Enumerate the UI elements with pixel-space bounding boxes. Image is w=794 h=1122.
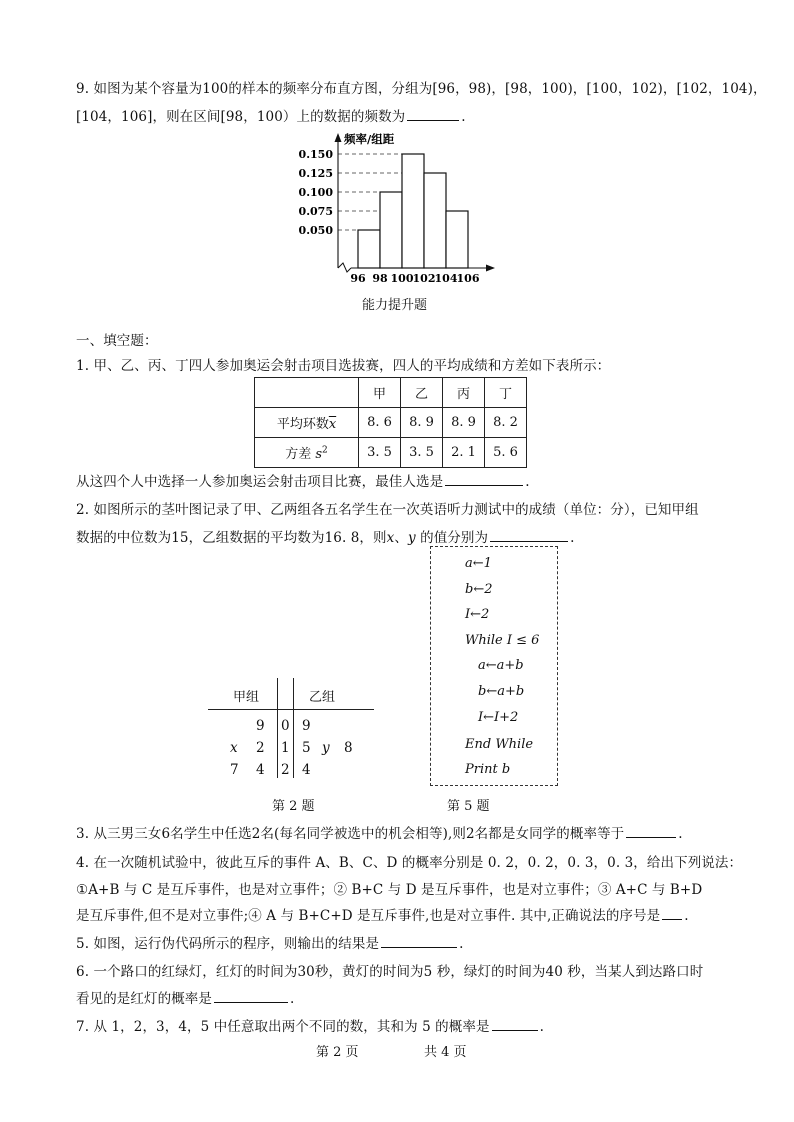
q5-answer-blank[interactable] (381, 933, 457, 948)
y-tick-label: 0.125 (298, 167, 333, 180)
header-jia: 甲 (359, 378, 401, 408)
histogram-bar (380, 192, 402, 268)
code-line: While I ≤ 6 (465, 633, 540, 648)
leaf: 4 (256, 762, 265, 778)
stem: 2 (281, 762, 290, 778)
q3-answer-blank[interactable] (626, 823, 676, 838)
q7-post: . (539, 1019, 544, 1035)
table-cell: 3. 5 (359, 438, 401, 468)
leaf: 7 (230, 762, 239, 778)
code-caption: 第 5 题 (447, 799, 490, 814)
y-tick-label: 0.050 (298, 224, 333, 237)
histogram-ylabel: 频率/组距 (344, 132, 395, 146)
code-line: I←2 (465, 607, 490, 622)
q7-line (76, 1015, 544, 1035)
q4-line2: ①A+B 与 C 是互斥事件，也是对立事件；② B+C 与 D 是互斥事件，也是对立事件；③ A+C 与 B+D (76, 882, 703, 898)
q9-line2-post: . (461, 109, 466, 125)
q7-text: 7. 从 1，2，3，4，5 中任意取出两个不同的数，其和为 5 的概率是 (76, 1019, 490, 1035)
code-line: Print b (465, 762, 511, 777)
table-cell: 8. 9 (401, 408, 443, 438)
table-row (255, 408, 527, 438)
q2-var-x: x (386, 530, 395, 546)
table-cell: 2. 1 (443, 438, 485, 468)
x-tick-label: 104 (434, 272, 458, 285)
q5-post: . (459, 936, 464, 952)
table-cell: 8. 2 (485, 408, 527, 438)
q6-answer-blank[interactable] (214, 988, 288, 1003)
q2-line1: 2. 如图所示的茎叶图记录了甲、乙两组各五名学生在一次英语听力测试中的成绩（单位：分），已知甲组 (76, 502, 699, 518)
pseudocode-box (430, 546, 558, 786)
q5-line (76, 932, 463, 952)
mean-label-text: 平均环数 (276, 417, 329, 432)
leaf: 9 (256, 718, 265, 734)
code-line: b←a+b (478, 684, 525, 699)
q2-line2 (76, 526, 575, 546)
header-ding: 丁 (485, 378, 527, 408)
y-tick-label: 0.075 (298, 205, 333, 218)
table-cell: 3. 5 (401, 438, 443, 468)
q2-line2-post: . (570, 530, 575, 546)
mean-symbol: $\overline{x}$ (328, 417, 337, 432)
histogram-bar (424, 173, 446, 268)
stem: 0 (281, 718, 290, 734)
table-header-row (255, 378, 527, 408)
code-line: I←I+2 (478, 710, 519, 725)
fill-heading: 一、填空题： (76, 333, 158, 349)
x-tick-label: 98 (372, 272, 388, 285)
table-corner (255, 378, 359, 408)
y-tick-label: 0.100 (298, 186, 333, 199)
q9-line2 (76, 105, 466, 125)
frequency-histogram (296, 128, 501, 290)
q7-answer-blank[interactable] (492, 1016, 538, 1031)
table-cell: 8. 6 (359, 408, 401, 438)
histogram-bar (402, 154, 424, 268)
page-number: 第 2 页 (316, 1045, 359, 1060)
stem-right-head: 乙组 (309, 690, 336, 705)
scores-table (254, 377, 527, 468)
row-mean-label (255, 408, 359, 438)
q3-line (76, 822, 683, 842)
q2-line2-text: 数据的中位数为15，乙组数据的平均数为16. 8，则 (76, 530, 387, 546)
leaf: 4 (302, 762, 311, 778)
stem-divider-left (277, 678, 278, 778)
q3-post: . (678, 826, 683, 842)
variance-superscript: 2 (322, 445, 328, 456)
section-title: 能力提升题 (362, 298, 428, 313)
q1-after-post: . (525, 474, 530, 490)
x-axis-arrow-icon (486, 265, 495, 272)
header-bing: 丙 (443, 378, 485, 408)
x-tick-label: 100 (390, 272, 414, 285)
code-line: a←a+b (478, 658, 524, 673)
table-row (255, 438, 527, 468)
q2-sep: 、 (394, 530, 408, 546)
q9-answer-blank[interactable] (407, 106, 459, 121)
stem-horizontal-rule (208, 709, 374, 710)
y-tick-label: 0.150 (298, 148, 333, 161)
row-variance-label (255, 438, 359, 468)
variance-label-text: 方差 (285, 447, 312, 462)
q4-line3-post: . (684, 908, 689, 924)
histogram-bar (446, 211, 468, 268)
q6-line2 (76, 987, 294, 1007)
x-tick-label: 102 (412, 272, 436, 285)
stem: 1 (281, 740, 290, 756)
stem-divider-right (293, 678, 294, 778)
q1-answer-blank[interactable] (445, 471, 523, 486)
leaf-x: x (230, 740, 238, 756)
q4-line1: 4. 在一次随机试验中，彼此互斥的事件 A、B、C、D 的概率分别是 0. 2，0. 2，0. 3，0. 3，给出下列说法： (76, 855, 743, 871)
code-line: b←2 (465, 582, 493, 597)
histogram-bar (358, 230, 380, 268)
q1-text: 1. 甲、乙、丙、丁四人参加奥运会射击项目选拔赛，四人的平均成绩和方差如下表所示： (76, 358, 611, 374)
x-tick-label: 96 (350, 272, 366, 285)
q5-text: 5. 如图，运行伪代码所示的程序，则输出的结果是 (76, 936, 380, 952)
x-tick-label: 106 (456, 272, 480, 285)
q1-after-text: 从这四个人中选择一人参加奥运会射击项目比赛，最佳人选是 (76, 474, 444, 490)
q2-var-y: y (407, 530, 416, 546)
leaf: 2 (256, 740, 265, 756)
q4-line3 (76, 904, 689, 924)
table-cell: 5. 6 (485, 438, 527, 468)
header-yi: 乙 (401, 378, 443, 408)
leaf-y: y (322, 740, 330, 756)
q4-line3-text: 是互斥事件,但不是对立事件;④ A 与 B+C+D 是互斥事件,也是对立事件. 其中,正确说法的序号是 (76, 908, 661, 924)
q1-after (76, 470, 530, 490)
code-line: End While (465, 737, 534, 752)
leaf: 5 (302, 740, 311, 756)
q6-post: . (290, 991, 295, 1007)
variance-symbol: s (315, 447, 323, 462)
q2-answer-blank[interactable] (490, 527, 568, 542)
leaf: 9 (302, 718, 311, 734)
q6-line1: 6. 一个路口的红绿灯，红灯的时间为30秒，黄灯的时间为5 秒，绿灯的时间为40 秒，当某人到达路口时 (76, 964, 704, 980)
q6-line2-text: 看见的是红灯的概率是 (76, 991, 212, 1007)
q9-line1: 9. 如图为某个容量为100的样本的频率分布直方图，分组为[96，98)，[98，100)，[100，102)，[102，104)， (76, 81, 767, 97)
code-line: a←1 (465, 556, 492, 571)
x-axis-break-icon (338, 263, 351, 272)
leaf: 8 (344, 740, 353, 756)
page-total: 共 4 页 (424, 1045, 467, 1060)
y-axis-arrow-icon (335, 133, 342, 142)
q3-text: 3. 从三男三女6名学生中任选2名(每名同学被选中的机会相等),则2名都是女同学的概率等于 (76, 826, 625, 842)
stem-caption: 第 2 题 (272, 799, 315, 814)
q4-answer-blank[interactable] (662, 905, 682, 920)
q2-line2-text-b: 的值分别为 (415, 530, 489, 546)
stem-left-head: 甲组 (233, 690, 260, 705)
q9-line2-text: [104，106]，则在区间[98，100）上的数据的频数为 (76, 109, 406, 125)
table-cell: 8. 9 (443, 408, 485, 438)
